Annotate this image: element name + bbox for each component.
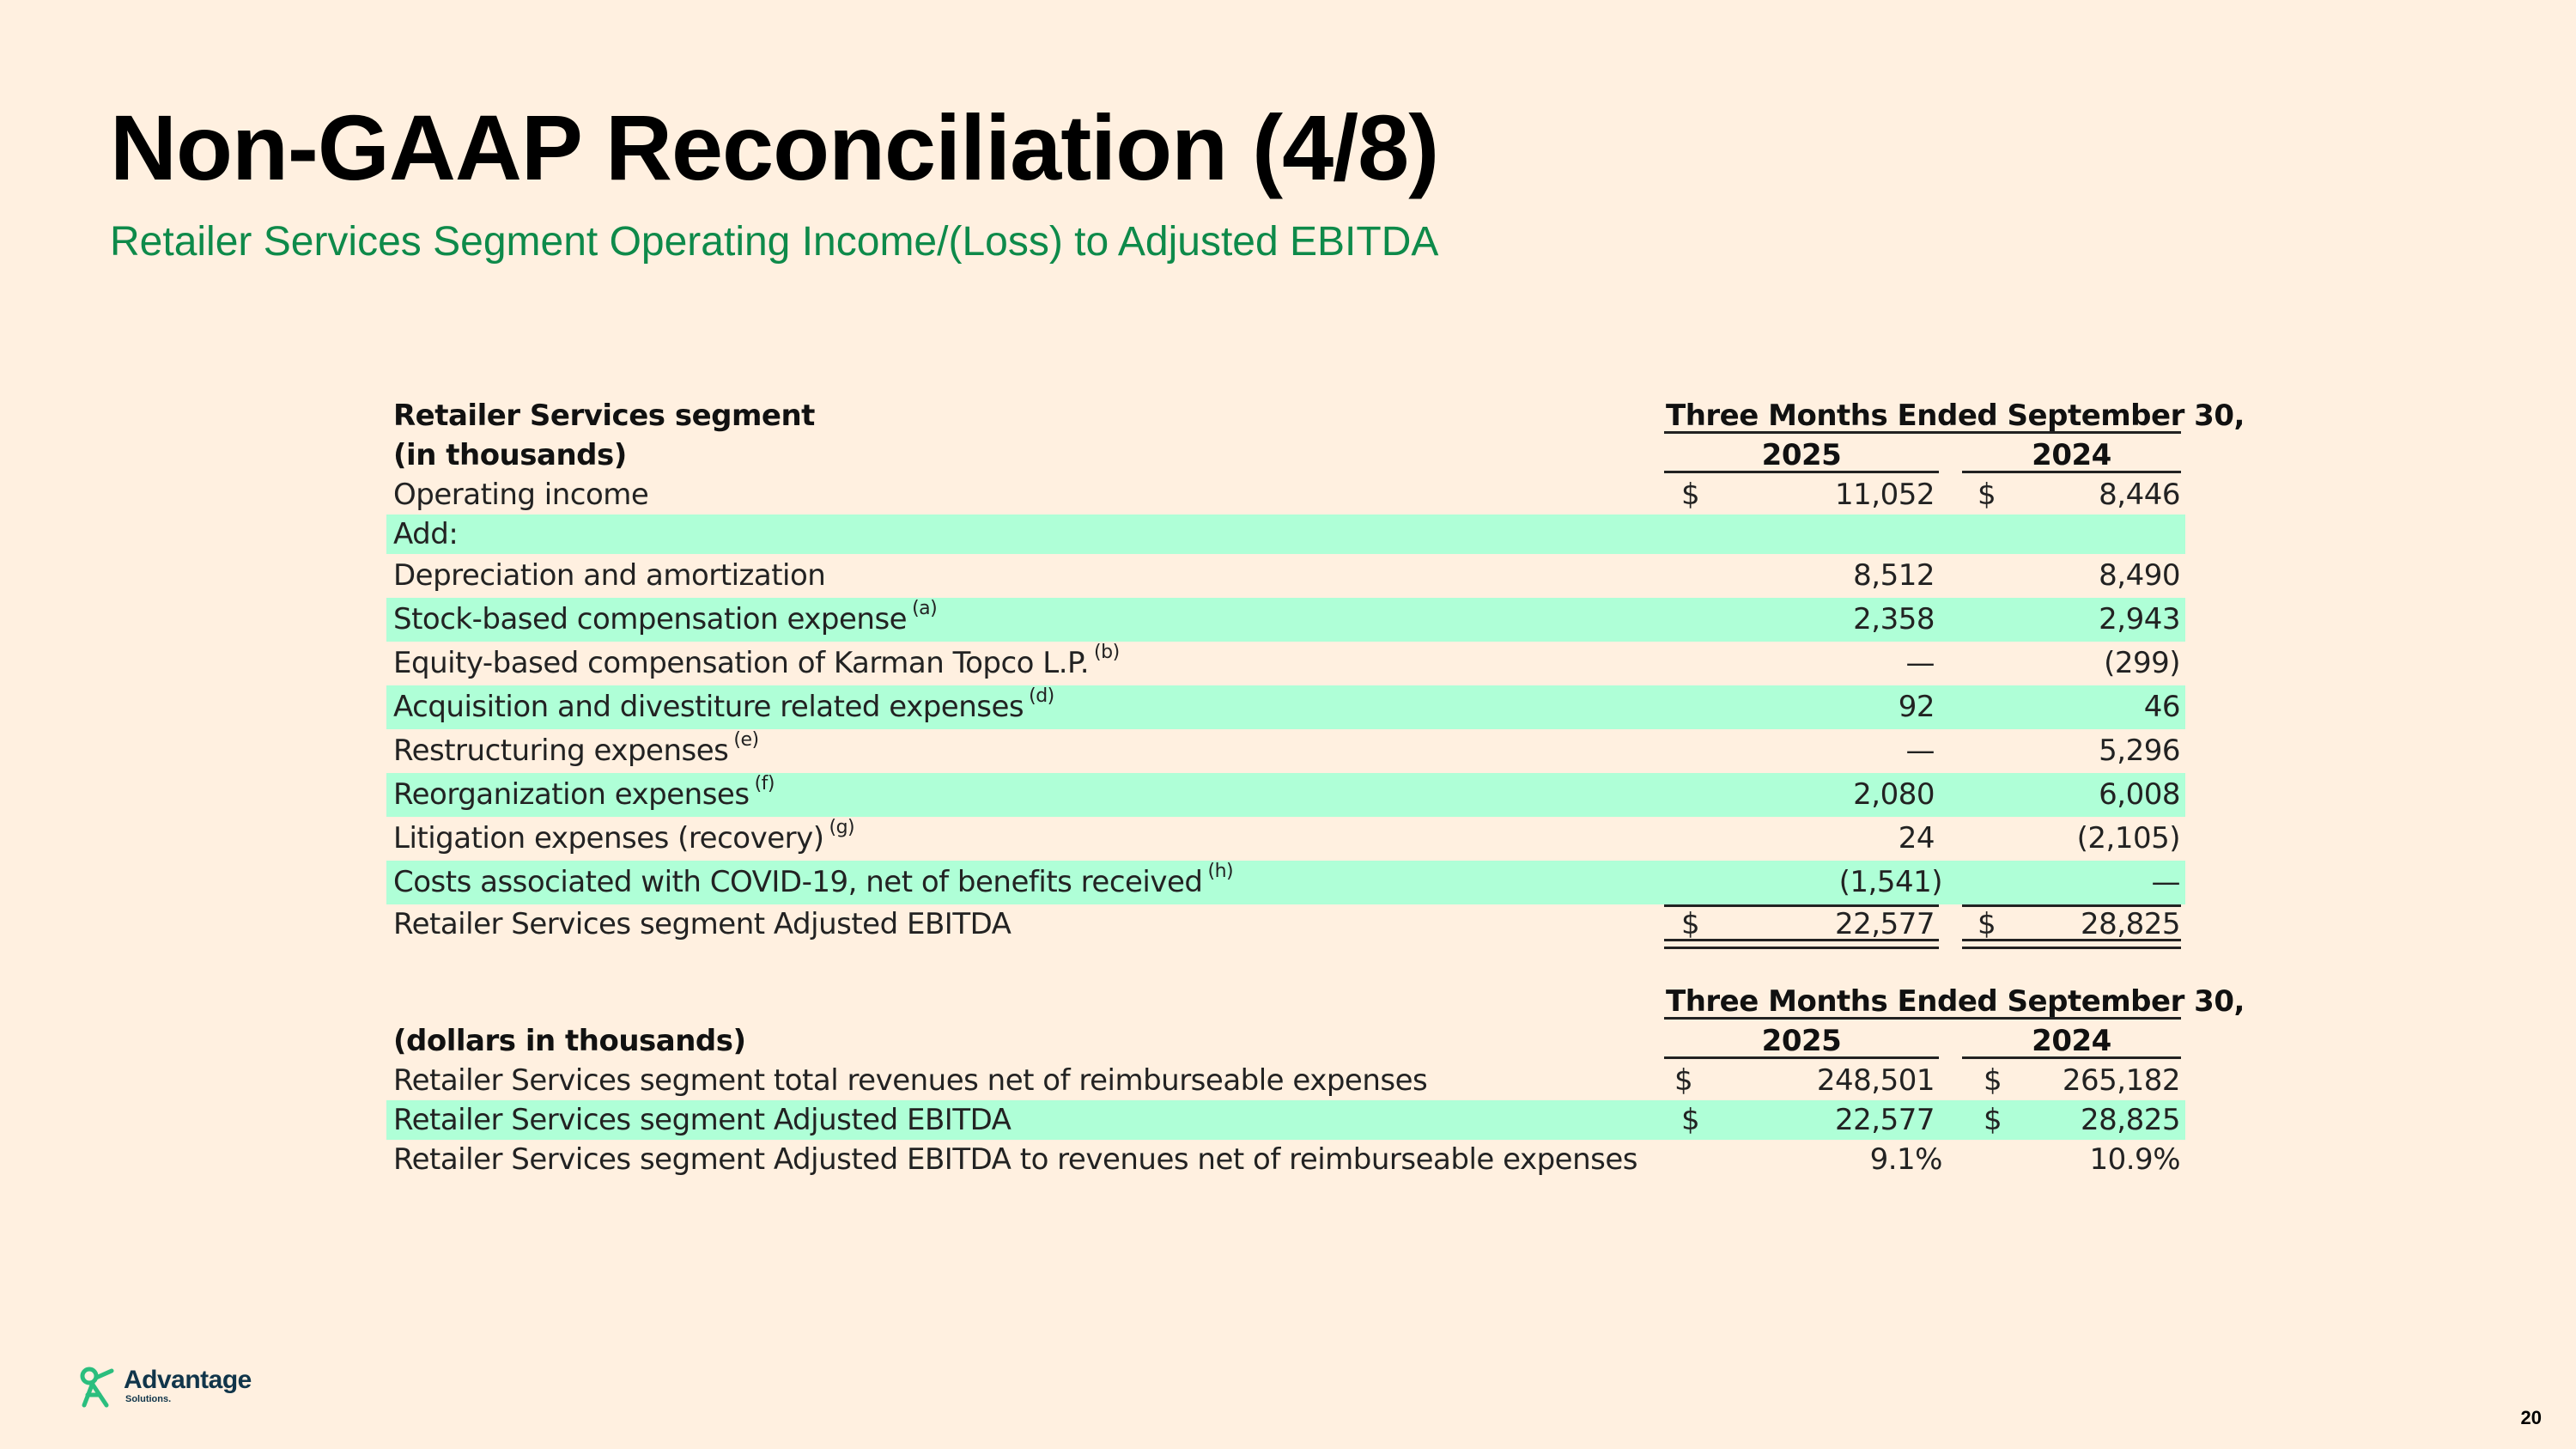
page-number: 20 xyxy=(2520,1407,2542,1428)
footnote-marker: (d) xyxy=(1029,685,1054,707)
table-row xyxy=(386,475,2185,514)
value-2024: 6,008 xyxy=(2099,777,2180,812)
table-title: Retailer Services segment xyxy=(393,399,815,433)
header-underline xyxy=(1664,431,2181,434)
currency-symbol: $ xyxy=(1681,1103,1700,1137)
footnote-marker: (b) xyxy=(1094,642,1120,663)
value-2024: 10.9% xyxy=(2089,1142,2180,1177)
year-2024-header: 2024 xyxy=(2032,438,2111,472)
currency-symbol: $ xyxy=(1681,907,1700,941)
table-header-row xyxy=(386,982,2245,1021)
row-label-text: Stock-based compensation expense xyxy=(393,602,908,636)
row-label-text: Restructuring expenses xyxy=(393,734,729,768)
row-label xyxy=(393,817,854,861)
row-label xyxy=(393,685,1054,729)
value-2025: — xyxy=(1905,734,1935,768)
value-2025: 22,577 xyxy=(1835,907,1935,941)
table-total-row xyxy=(386,904,2185,944)
row-label: Depreciation and amortization xyxy=(393,558,826,593)
currency-symbol: $ xyxy=(1984,1063,2002,1098)
table-year-row xyxy=(386,1021,2185,1061)
table-row xyxy=(386,1061,2185,1100)
table-header-row xyxy=(386,396,2245,435)
value-2025: 8,512 xyxy=(1853,558,1935,593)
table-row xyxy=(386,817,2185,861)
value-2024: (299) xyxy=(2104,646,2180,680)
table-row xyxy=(386,554,2185,598)
units-label: (dollars in thousands) xyxy=(393,1024,746,1058)
value-2025: 24 xyxy=(1898,821,1935,855)
margin-table xyxy=(386,982,2245,1179)
row-label: Retailer Services segment Adjusted EBITDA to revenues net of reimburseable expenses xyxy=(393,1142,1637,1177)
value-2025: 9.1% xyxy=(1869,1142,1942,1177)
footnote-marker: (e) xyxy=(733,729,759,751)
currency-symbol: $ xyxy=(1978,907,1996,941)
value-2024: 2,943 xyxy=(2099,602,2180,636)
value-2025: 2,358 xyxy=(1853,602,1935,636)
currency-symbol: $ xyxy=(1978,478,1996,512)
footnote-marker: (h) xyxy=(1207,861,1234,882)
year-2025-header: 2025 xyxy=(1761,1024,1842,1058)
row-label-text: Litigation expenses (recovery) xyxy=(393,821,824,855)
logo-subtext: Solutions. xyxy=(125,1394,172,1404)
year-underline xyxy=(1664,471,1939,473)
value-2024: 28,825 xyxy=(2081,907,2180,941)
value-2025: 92 xyxy=(1898,690,1935,724)
total-double-underline xyxy=(1664,939,1939,949)
advantage-logo-icon xyxy=(76,1366,117,1409)
row-label xyxy=(393,598,937,642)
row-label: Retailer Services segment total revenues net of reimburseable expenses xyxy=(393,1063,1428,1098)
year-2024-header: 2024 xyxy=(2032,1024,2111,1058)
year-underline xyxy=(1962,471,2181,473)
currency-symbol: $ xyxy=(1681,478,1700,512)
row-label xyxy=(393,773,775,817)
table-row xyxy=(386,685,2185,729)
reconciliation-table xyxy=(386,396,2245,944)
value-2025: 22,577 xyxy=(1835,1103,1935,1137)
year-underline xyxy=(1664,1056,1939,1059)
table-row xyxy=(386,729,2185,773)
table-row xyxy=(386,861,2185,904)
value-2024: (2,105) xyxy=(2076,821,2180,855)
row-label: Retailer Services segment Adjusted EBITDA xyxy=(393,907,1012,941)
value-2024: 5,296 xyxy=(2099,734,2180,768)
row-label-text: Reorganization expenses xyxy=(393,777,750,812)
value-2024: 8,446 xyxy=(2099,478,2180,512)
value-2024: 265,182 xyxy=(2062,1063,2180,1098)
row-label-text: Costs associated with COVID-19, net of benefits received xyxy=(393,865,1203,899)
year-2025-header: 2025 xyxy=(1761,438,1842,472)
row-label-text: Equity-based compensation of Karman Topco L.P. xyxy=(393,646,1090,680)
year-underline xyxy=(1962,1056,2181,1059)
table-row xyxy=(386,1100,2185,1140)
table-row xyxy=(386,773,2185,817)
table-row xyxy=(386,642,2185,685)
table-year-row xyxy=(386,435,2185,475)
value-2024: 28,825 xyxy=(2081,1103,2180,1137)
page-subtitle: Retailer Services Segment Operating Income/(Loss) to Adjusted EBITDA xyxy=(110,219,1439,265)
total-double-underline xyxy=(1962,939,2181,949)
value-2025: — xyxy=(1905,646,1935,680)
row-label xyxy=(393,861,1233,904)
value-2025: (1,541) xyxy=(1838,865,1942,899)
currency-symbol: $ xyxy=(1984,1103,2002,1137)
units-label: (in thousands) xyxy=(393,438,627,472)
row-label-text: Acquisition and divestiture related expenses xyxy=(393,690,1024,724)
period-header: Three Months Ended September 30, xyxy=(1666,399,2245,433)
value-2025: 2,080 xyxy=(1853,777,1935,812)
row-label: Retailer Services segment Adjusted EBITDA xyxy=(393,1103,1012,1137)
table-row xyxy=(386,1140,2185,1179)
currency-symbol: $ xyxy=(1674,1063,1693,1098)
header-underline xyxy=(1664,1017,2181,1020)
period-header: Three Months Ended September 30, xyxy=(1666,984,2245,1019)
row-label xyxy=(393,642,1120,685)
row-label: Add: xyxy=(393,517,459,551)
value-2024: — xyxy=(2151,865,2180,899)
footnote-marker: (f) xyxy=(754,773,775,795)
value-2025: 11,052 xyxy=(1835,478,1935,512)
value-2024: 46 xyxy=(2143,690,2180,724)
page-title: Non-GAAP Reconciliation (4/8) xyxy=(110,95,1439,199)
value-2025: 248,501 xyxy=(1816,1063,1935,1098)
footnote-marker: (g) xyxy=(829,817,855,838)
table-row xyxy=(386,598,2185,642)
table-row xyxy=(386,514,2185,554)
value-2024: 8,490 xyxy=(2099,558,2180,593)
footnote-marker: (a) xyxy=(912,598,938,619)
row-label xyxy=(393,729,759,773)
logo-wordmark: Advantage xyxy=(124,1366,252,1394)
row-label: Operating income xyxy=(393,478,649,512)
